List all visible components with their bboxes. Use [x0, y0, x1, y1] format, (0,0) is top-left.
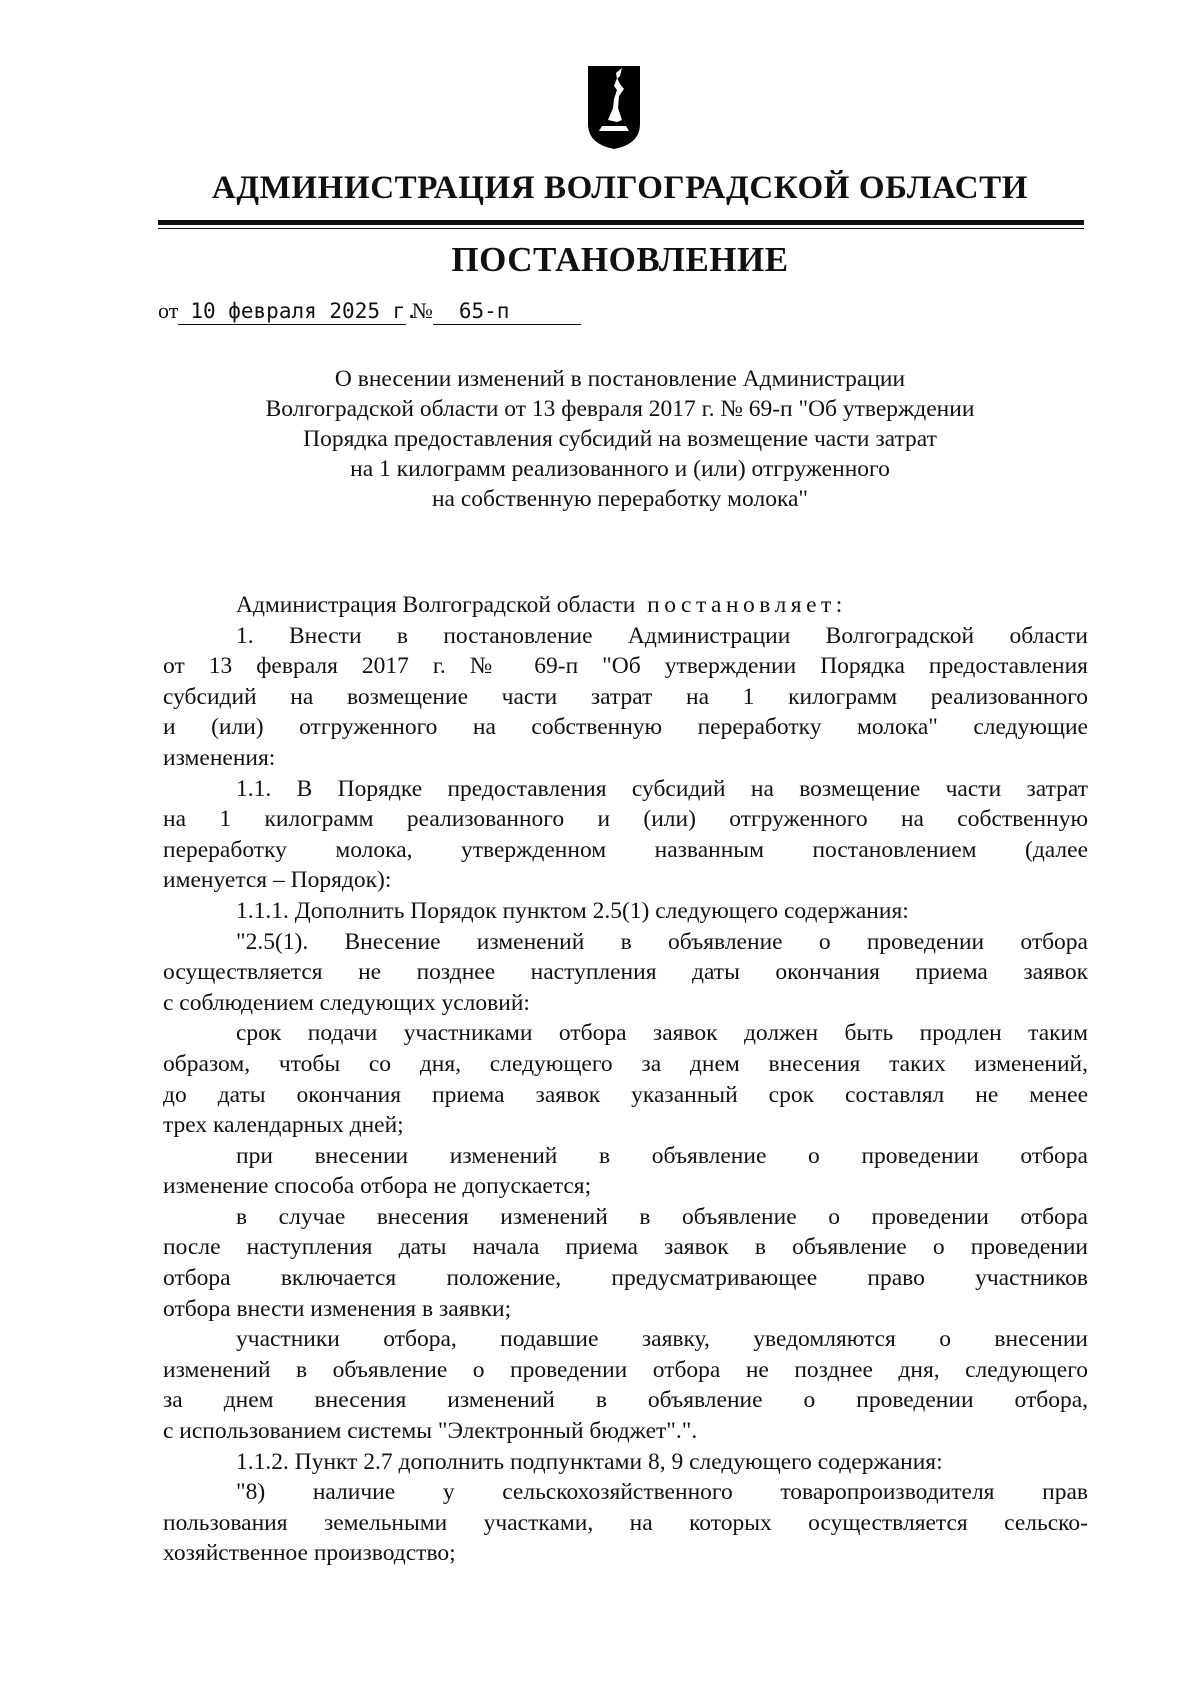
- body-line: участники отбора, подавшие заявку, уведомляются о внесении: [236, 1326, 1088, 1353]
- body-line: в случае внесения изменений в объявление о проведении отбора: [236, 1203, 1088, 1230]
- number-label: №: [411, 298, 433, 323]
- body-line: изменений в объявление о проведении отбора не позднее дня, следующего: [163, 1356, 1088, 1383]
- body-line: пользования земельными участками, на которых осуществляется сельско-: [163, 1509, 1088, 1536]
- intro-verb: постановляет:: [647, 592, 847, 618]
- intro-prefix: Администрация Волгоградской области: [236, 592, 636, 618]
- document-date: 10 февраля 2025 г.: [178, 301, 406, 325]
- header-rule-thin: [158, 228, 1084, 229]
- document-body: [163, 590, 1088, 1569]
- body-line: за днем внесения изменений в объявление о проведении отбора,: [163, 1387, 1088, 1414]
- document-type: ПОСТАНОВЛЕНИЕ: [451, 240, 789, 279]
- body-line: отбора внести изменения в заявки;: [163, 1295, 512, 1322]
- document-number: 65-п: [433, 301, 581, 325]
- body-line: изменения:: [163, 744, 276, 771]
- body-line: при внесении изменений в объявление о проведении отбора: [236, 1142, 1088, 1169]
- body-line: образом, чтобы со дня, следующего за днем внесения таких изменений,: [163, 1050, 1088, 1077]
- body-line: изменение способа отбора не допускается;: [163, 1173, 592, 1200]
- body-line: после наступления даты начала приема заявок в объявление о проведении: [163, 1234, 1088, 1261]
- body-line: 1.1. В Порядке предоставления субсидий на возмещение части затрат: [236, 775, 1088, 802]
- document-title: [150, 364, 1090, 514]
- body-line: 1. Внести в постановление Администрации Волгоградской области: [236, 622, 1088, 649]
- coat-of-arms-emblem: [586, 64, 642, 150]
- body-line: на 1 килограмм реализованного и (или) отгруженного на собственную: [163, 806, 1088, 833]
- title-line: Порядка предоставления субсидий на возмещение части затрат: [303, 426, 937, 452]
- body-line: субсидий на возмещение части затрат на 1 килограмм реализованного: [163, 683, 1088, 710]
- body-line: отбора включается положение, предусматривающее право участников: [163, 1265, 1088, 1292]
- date-line: [158, 300, 581, 325]
- body-line: "2.5(1). Внесение изменений в объявление о проведении отбора: [236, 928, 1088, 955]
- title-line: на 1 килограмм реализованного и (или) отгруженного: [350, 456, 890, 482]
- header-rule-thick: [158, 220, 1084, 225]
- date-from-label: от: [158, 298, 179, 323]
- organization-name: АДМИНИСТРАЦИЯ ВОЛГОГРАДСКОЙ ОБЛАСТИ: [211, 170, 1029, 206]
- body-line: с соблюдением следующих условий:: [163, 989, 530, 1016]
- title-line: Волгоградской области от 13 февраля 2017 г. № 69-п "Об утверждении: [265, 396, 975, 422]
- body-line: и (или) отгруженного на собственную переработку молока" следующие: [163, 714, 1088, 741]
- body-line: именуется – Порядок):: [163, 867, 392, 894]
- body-line: осуществляется не позднее наступления даты окончания приема заявок: [163, 959, 1088, 986]
- body-line: 1.1.2. Пункт 2.7 дополнить подпунктами 8, 9 следующего содержания:: [236, 1448, 943, 1475]
- body-line: с использованием системы "Электронный бюджет".".: [163, 1418, 698, 1445]
- title-line: на собственную переработку молока": [431, 486, 809, 512]
- body-line: хозяйственное производство;: [163, 1540, 456, 1567]
- body-line: трех календарных дней;: [163, 1112, 404, 1139]
- body-line: до даты окончания приема заявок указанный срок составлял не менее: [163, 1081, 1088, 1108]
- title-line: О внесении изменений в постановление Администрации: [334, 366, 906, 392]
- body-line: "8) наличие у сельскохозяйственного товаропроизводителя прав: [236, 1479, 1088, 1506]
- body-line: 1.1.1. Дополнить Порядок пунктом 2.5(1) следующего содержания:: [236, 897, 909, 924]
- intro-line: [163, 590, 1088, 621]
- body-line: от 13 февраля 2017 г. № 69-п "Об утверждении Порядка предоставления: [163, 653, 1088, 680]
- body-line: переработку молока, утвержденном названным постановлением (далее: [163, 836, 1088, 863]
- body-line: срок подачи участниками отбора заявок должен быть продлен таким: [236, 1020, 1088, 1047]
